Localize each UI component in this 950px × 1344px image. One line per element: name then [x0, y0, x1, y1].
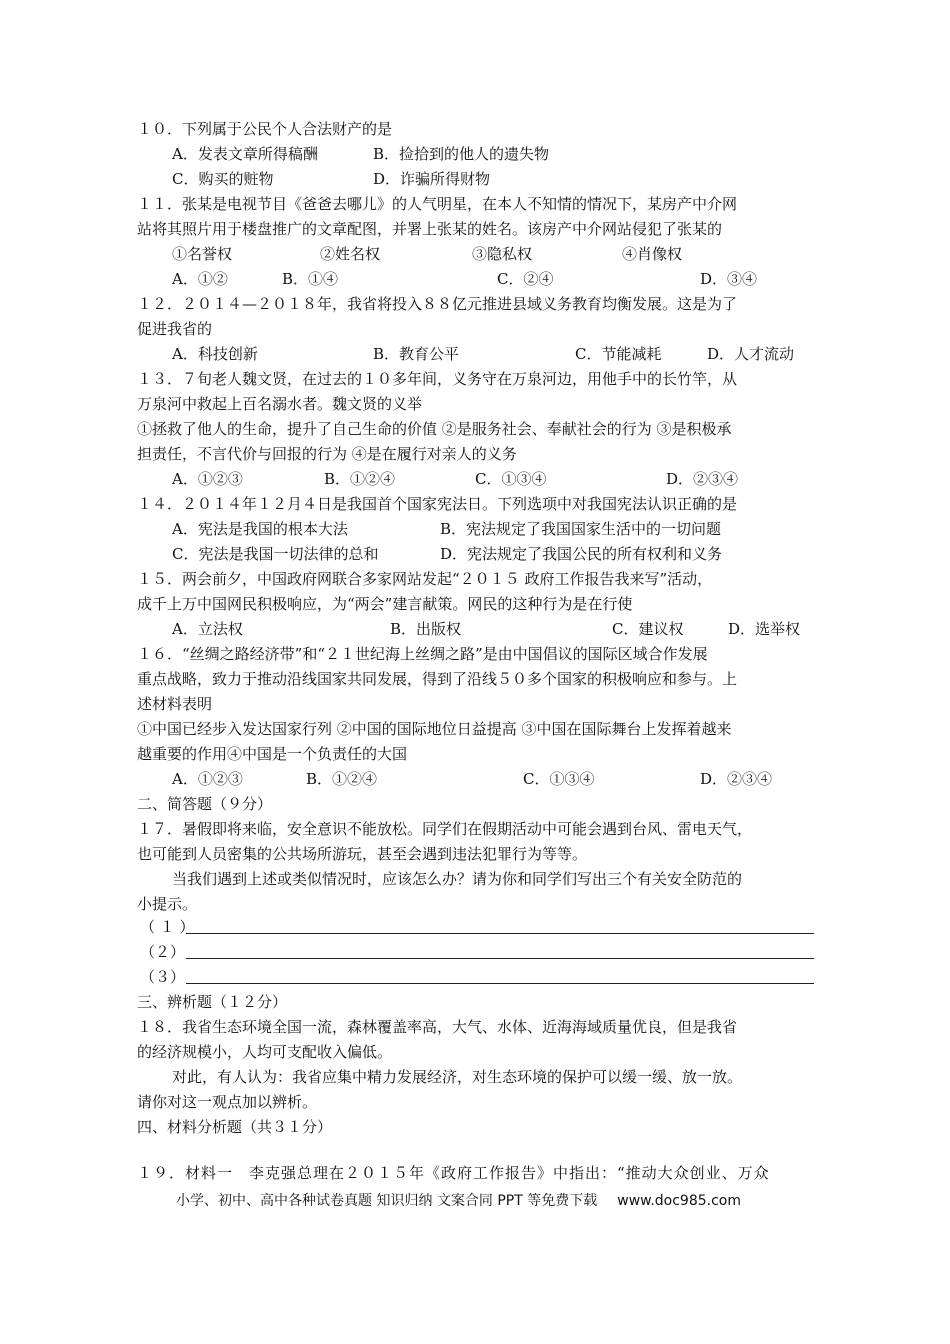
q15-option-a: A．立法权 — [172, 620, 243, 638]
q17-answer-label-2: （２） — [140, 943, 186, 961]
q14-option-a: A．宪法是我国的根本大法 — [172, 520, 348, 538]
q11-item-2: ②姓名权 — [320, 245, 381, 263]
q16-option-a: A．①②③ — [172, 770, 243, 788]
q19-stem-line-1: １９．材料一 李克强总理在２０１５年《政府工作报告》中指出：“推动大众创业、万众 — [137, 1164, 770, 1182]
q18-stem-line-1: １８．我省生态环境全国一流，森林覆盖率高，大气、水体、近海海域质量优良，但是我省 — [137, 1018, 738, 1036]
q13-option-c: C．①③④ — [475, 470, 547, 488]
q18-stem-line-2: 的经济规模小，人均可支配收入偏低。 — [137, 1043, 393, 1061]
q17-stem-line-1: １７．暑假即将来临，安全意识不能放松。同学们在假期活动中可能会遇到台风、雷电天气， — [137, 820, 753, 838]
q17-stem-line-3: 当我们遇到上述或类似情况时，应该怎么办？请为你和同学们写出三个有关安全防范的 — [172, 870, 743, 888]
q13-items-line-1: ①拯救了他人的生命，提升了自己生命的价值 ②是服务社会、奉献社会的行为 ③是积极承 — [137, 420, 732, 438]
q12-option-c: C．节能减耗 — [575, 345, 662, 363]
q10-option-b: B．捡拾到的他人的遗失物 — [373, 145, 550, 163]
q12-option-d: D．人才流动 — [707, 345, 795, 363]
q13-option-b: B．①②④ — [324, 470, 396, 488]
q11-option-c: C．②④ — [497, 270, 554, 288]
q14-stem: １４．２０１４年１２月４日是我国首个国家宪法日。下列选项中对我国宪法认识正确的是 — [137, 495, 738, 513]
q18-stem-line-3: 对此，有人认为：我省应集中精力发展经济，对生态环境的保护可以缓一缓、放一放。 — [172, 1068, 743, 1086]
q18-stem-line-4: 请你对这一观点加以辨析。 — [137, 1093, 318, 1111]
q11-option-b: B．①④ — [282, 270, 339, 288]
footer-url[interactable]: www.doc985.com — [617, 1193, 741, 1209]
q14-option-c: C．宪法是我国一切法律的总和 — [172, 545, 379, 563]
q10-stem: １０．下列属于公民个人合法财产的是 — [137, 120, 393, 138]
q13-option-a: A．①②③ — [172, 470, 243, 488]
q11-item-1: ①名誉权 — [172, 245, 233, 263]
q17-answer-line-1[interactable] — [186, 933, 814, 934]
section-heading-short-answer: 二、简答题（９分） — [137, 795, 273, 813]
q13-option-d: D．②③④ — [666, 470, 739, 488]
q12-option-a: A．科技创新 — [172, 345, 258, 363]
q10-option-a: A．发表文章所得稿酬 — [172, 145, 318, 163]
q12-stem-line-1: １２．２０１４—２０１８年，我省将投入８８亿元推进县域义务教育均衡发展。这是为了 — [137, 295, 738, 313]
q13-stem-line-2: 万泉河中救起上百名溺水者。魏文贤的义举 — [137, 395, 423, 413]
page-footer — [176, 1190, 741, 1210]
q10-option-c: C．购买的赃物 — [172, 170, 274, 188]
q11-option-a: A．①② — [172, 270, 228, 288]
q12-option-b: B．教育公平 — [373, 345, 460, 363]
q10-option-d: D．诈骗所得财物 — [373, 170, 491, 188]
q16-items-line-2: 越重要的作用④中国是一个负责任的大国 — [137, 745, 408, 763]
q17-stem-line-4: 小提示。 — [137, 895, 198, 913]
q17-stem-line-2: 也可能到人员密集的公共场所游玩，甚至会遇到违法犯罪行为等等。 — [137, 845, 588, 863]
footer-text: 小学、初中、高中各种试卷真题 知识归纳 文案合同 PPT 等免费下载 — [176, 1193, 598, 1209]
q16-option-b: B．①②④ — [306, 770, 378, 788]
q11-stem-line-1: １１．张某是电视节目《爸爸去哪儿》的人气明星，在本人不知情的情况下，某房产中介网 — [137, 195, 738, 213]
q16-stem-line-3: 述材料表明 — [137, 695, 213, 713]
section-heading-analysis: 三、辨析题（１２分） — [137, 993, 288, 1011]
q15-stem-line-2: 成千上万中国网民积极响应，为“两会”建言献策。网民的这种行为是在行使 — [137, 595, 633, 613]
q17-answer-line-2[interactable] — [186, 958, 814, 959]
q11-item-4: ④肖像权 — [622, 245, 683, 263]
q11-item-3: ③隐私权 — [472, 245, 533, 263]
q11-stem-line-2: 站将其照片用于楼盘推广的文章配图，并署上张某的姓名。该房产中介网站侵犯了张某的 — [137, 220, 723, 238]
q12-stem-line-2: 促进我省的 — [137, 320, 213, 338]
q16-items-line-1: ①中国已经步入发达国家行列 ②中国的国际地位日益提高 ③中国在国际舞台上发挥着越来 — [137, 720, 732, 738]
q15-option-d: D．选举权 — [728, 620, 801, 638]
q13-items-line-2: 担责任，不言代价与回报的行为 ④是在履行对亲人的义务 — [137, 445, 517, 463]
q15-option-c: C．建议权 — [612, 620, 684, 638]
q17-answer-label-3: （３） — [140, 968, 186, 986]
q15-option-b: B．出版权 — [390, 620, 462, 638]
q11-option-d: D．③④ — [700, 270, 758, 288]
section-heading-material-analysis: 四、材料分析题（共３１分） — [137, 1118, 333, 1136]
q16-option-d: D．②③④ — [700, 770, 773, 788]
q14-option-b: B．宪法规定了我国国家生活中的一切问题 — [440, 520, 722, 538]
q14-option-d: D．宪法规定了我国公民的所有权利和义务 — [440, 545, 723, 563]
q17-answer-label-1: （ １ ） — [140, 918, 195, 936]
q13-stem-line-1: １３．７旬老人魏文贤，在过去的１０多年间，义务守在万泉河边，用他手中的长竹竿，从 — [137, 370, 738, 388]
q16-stem-line-2: 重点战略，致力于推动沿线国家共同发展，得到了沿线５０多个国家的积极响应和参与。上 — [137, 670, 738, 688]
q16-stem-line-1: １６．“丝绸之路经济带”和“２１世纪海上丝绸之路”是由中国倡议的国际区域合作发展 — [137, 645, 708, 663]
q17-answer-line-3[interactable] — [186, 983, 814, 984]
q15-stem-line-1: １５．两会前夕，中国政府网联合多家网站发起“２０１５ 政府工作报告我来写”活动， — [137, 570, 713, 588]
q16-option-c: C．①③④ — [523, 770, 595, 788]
